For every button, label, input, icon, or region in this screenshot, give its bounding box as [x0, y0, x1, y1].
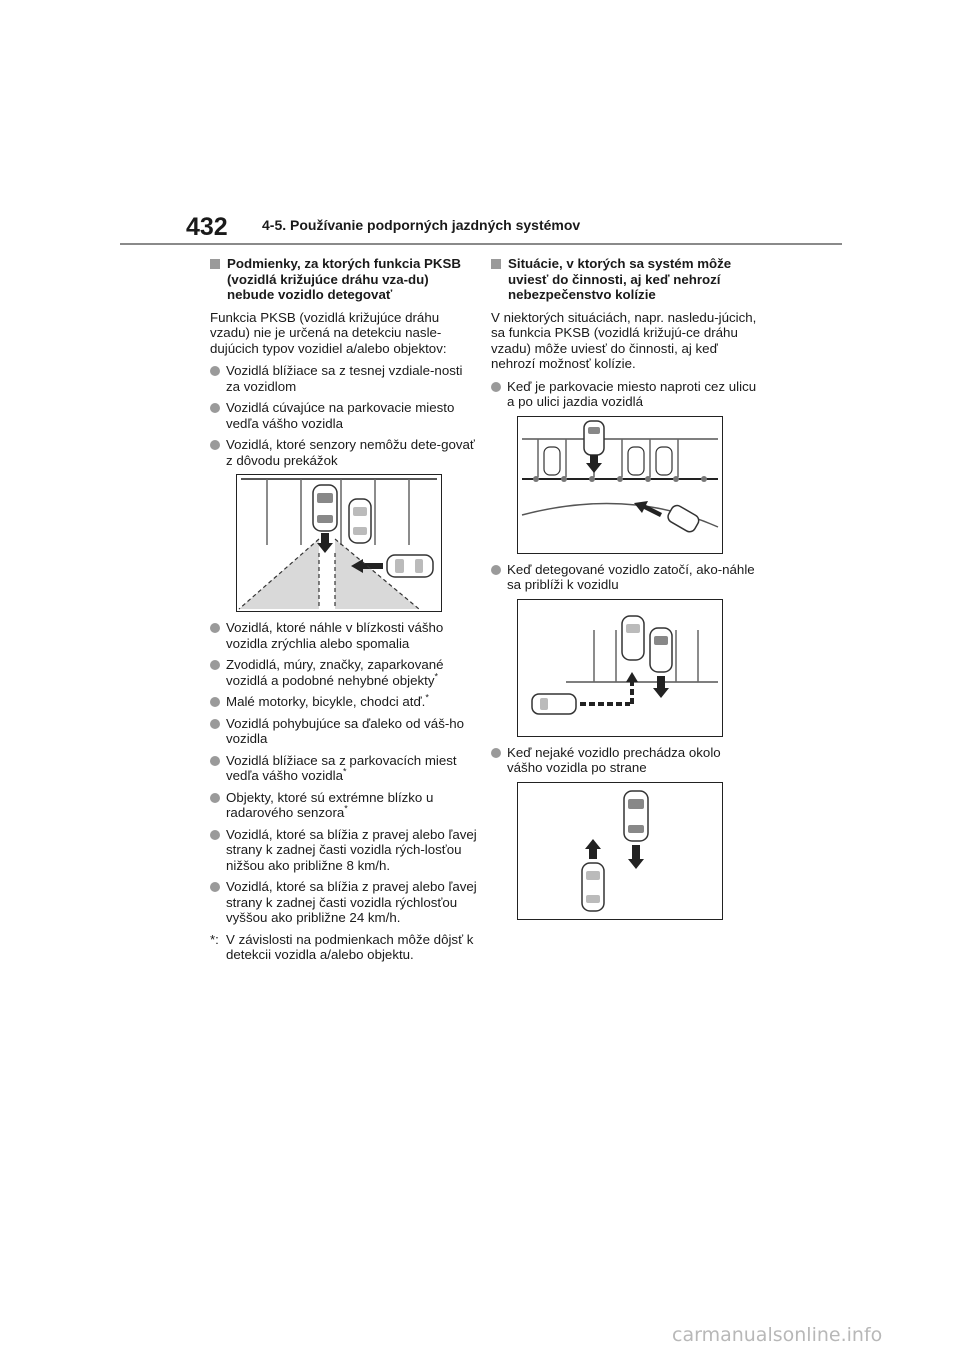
footnote-marker: *: [425, 692, 429, 703]
list-item: [210, 694, 478, 710]
right-column: [491, 256, 759, 928]
list-item: [210, 437, 478, 468]
figure-detected-car-turns: [517, 599, 723, 737]
list-item: [210, 753, 478, 784]
passing-car-icon: [582, 863, 604, 911]
list-item: [210, 790, 478, 821]
own-car-icon: [313, 485, 337, 531]
left-arrow-icon: [634, 501, 662, 517]
turning-car-icon: [666, 503, 701, 534]
figure-parking-across-street: [517, 416, 723, 554]
bullet-dot-icon: [210, 623, 220, 633]
footnote-marker: *: [344, 803, 348, 814]
list-item: [210, 363, 478, 394]
bullet-dot-icon: [491, 748, 501, 758]
watermark: carmanualsonline.info: [672, 1324, 883, 1346]
list-item-text: Vozidlá blížiace sa z tesnej vzdiale-nosti za vozidlom: [226, 363, 463, 394]
list-item: [210, 400, 478, 431]
bullet-dot-icon: [210, 830, 220, 840]
list-item-text: Keď je parkovacie miesto naproti cez ulicu a po ulici jazdia vozidlá: [507, 378, 757, 409]
down-arrow-icon: [586, 455, 602, 473]
right-section-title: Situácie, v ktorých sa systém môže uviesť do činnosti, aj keď nehrozí nebezpečenstvo kolízie: [508, 256, 732, 302]
list-item-text: Keď nejaké vozidlo prechádza okolo vášho vozidla po strane: [507, 744, 721, 775]
chapter-title: 4-5. Používanie podporných jazdných systémov: [262, 217, 581, 233]
bullet-dot-icon: [210, 366, 220, 376]
up-arrow-icon: [626, 672, 638, 682]
right-intro: V niektorých situáciách, napr. nasledu-júcich, sa funkcia PKSB (vozidlá križujú-ce dráhu vzadu) môže uviesť do činnosti, aj keď nehrozí možnosť kolízie.: [491, 309, 757, 371]
bullet-dot-icon: [491, 565, 501, 575]
list-item-text: Vozidlá pohybujúce sa ďaleko od váš-ho vozidla: [226, 715, 465, 746]
list-item-text: Malé motorky, bicykle, chodci atď.: [226, 694, 426, 709]
list-item-text: Vozidlá, ktoré náhle v blízkosti vášho vozidla zrýchlia alebo spomalia: [226, 620, 444, 651]
own-car-icon: [624, 791, 648, 841]
list-item: [491, 562, 759, 593]
section-square-icon: [491, 259, 501, 269]
list-item-text: Keď detegované vozidlo zatočí, ako-náhle sa priblíži k vozidlu: [507, 561, 755, 592]
list-item: [210, 827, 478, 874]
down-arrow-icon: [317, 533, 333, 553]
bullet-dot-icon: [210, 719, 220, 729]
list-item: [210, 620, 478, 651]
right-section-heading: [491, 256, 759, 303]
turning-car-icon: [622, 616, 644, 660]
page-number: 432: [186, 213, 228, 241]
left-intro: Funkcia PKSB (vozidlá križujúce dráhu vzadu) nie je určená na detekciu nasle-dujúcich typov vozidiel a/alebo objektov:: [210, 309, 447, 356]
list-item: [210, 716, 478, 747]
bullet-dot-icon: [491, 382, 501, 392]
bullet-dot-icon: [210, 882, 220, 892]
figure-car-passing-side: [517, 782, 723, 920]
list-item-text: Vozidlá blížiace sa z parkovacích miest vedľa vášho vozidla: [226, 752, 457, 783]
header-divider: [120, 243, 842, 245]
list-item: [491, 745, 759, 776]
list-item: [210, 879, 478, 926]
left-section-title: Podmienky, za ktorých funkcia PKSB (vozidlá križujúce dráhu vza-du) nebude vozidlo detegovať: [227, 256, 461, 302]
figure-sensor-obstruction: [236, 474, 442, 612]
section-square-icon: [210, 259, 220, 269]
approaching-car-icon: [387, 555, 433, 577]
parked-car-icon: [544, 447, 672, 475]
bullet-dot-icon: [210, 793, 220, 803]
list-item-text: Vozidlá cúvajúce na parkovacie miesto vedľa vášho vozidla: [226, 400, 455, 431]
own-car-icon: [650, 628, 672, 672]
approaching-car-icon: [532, 694, 576, 714]
list-item-text: Zvodidlá, múry, značky, zaparkované vozidlá a podobné nehybné objekty: [226, 657, 444, 688]
bullet-dot-icon: [210, 756, 220, 766]
list-item: [210, 657, 478, 688]
left-bullet-list: [210, 620, 478, 926]
bullet-dot-icon: [210, 660, 220, 670]
page-header: [0, 0, 960, 250]
footnote-text: V závislosti na podmienkach môže dôjsť k detekcii vozidla a/alebo objektu.: [226, 931, 474, 962]
parked-car-icon: [349, 499, 371, 543]
bullet-dot-icon: [210, 440, 220, 450]
footnote-mark: *:: [210, 931, 219, 947]
own-car-icon: [584, 421, 604, 455]
left-column: [210, 256, 478, 963]
down-arrow-icon: [628, 845, 644, 869]
list-item-text: Vozidlá, ktoré sa blížia z pravej alebo ľavej strany k zadnej časti vozidla rých-losťou nižšou ako približne 8 km/h.: [226, 826, 477, 873]
list-item-text: Vozidlá, ktoré sa blížia z pravej alebo ľavej strany k zadnej časti vozidla rýchlosťou vyššou ako približne 24 km/h.: [226, 879, 477, 925]
up-arrow-icon: [585, 839, 601, 859]
left-section-heading: [210, 256, 478, 303]
list-item-text: Objekty, ktoré sú extrémne blízko u radarového senzora: [226, 789, 434, 820]
footnote-marker: *: [434, 671, 438, 682]
list-item: [491, 379, 759, 410]
down-arrow-icon: [653, 676, 669, 698]
footnote: [210, 932, 478, 963]
list-item-text: Vozidlá, ktoré senzory nemôžu dete-govať z dôvodu prekážok: [226, 437, 475, 468]
footnote-marker: *: [342, 766, 347, 777]
bullet-dot-icon: [210, 697, 220, 707]
bullet-dot-icon: [210, 403, 220, 413]
